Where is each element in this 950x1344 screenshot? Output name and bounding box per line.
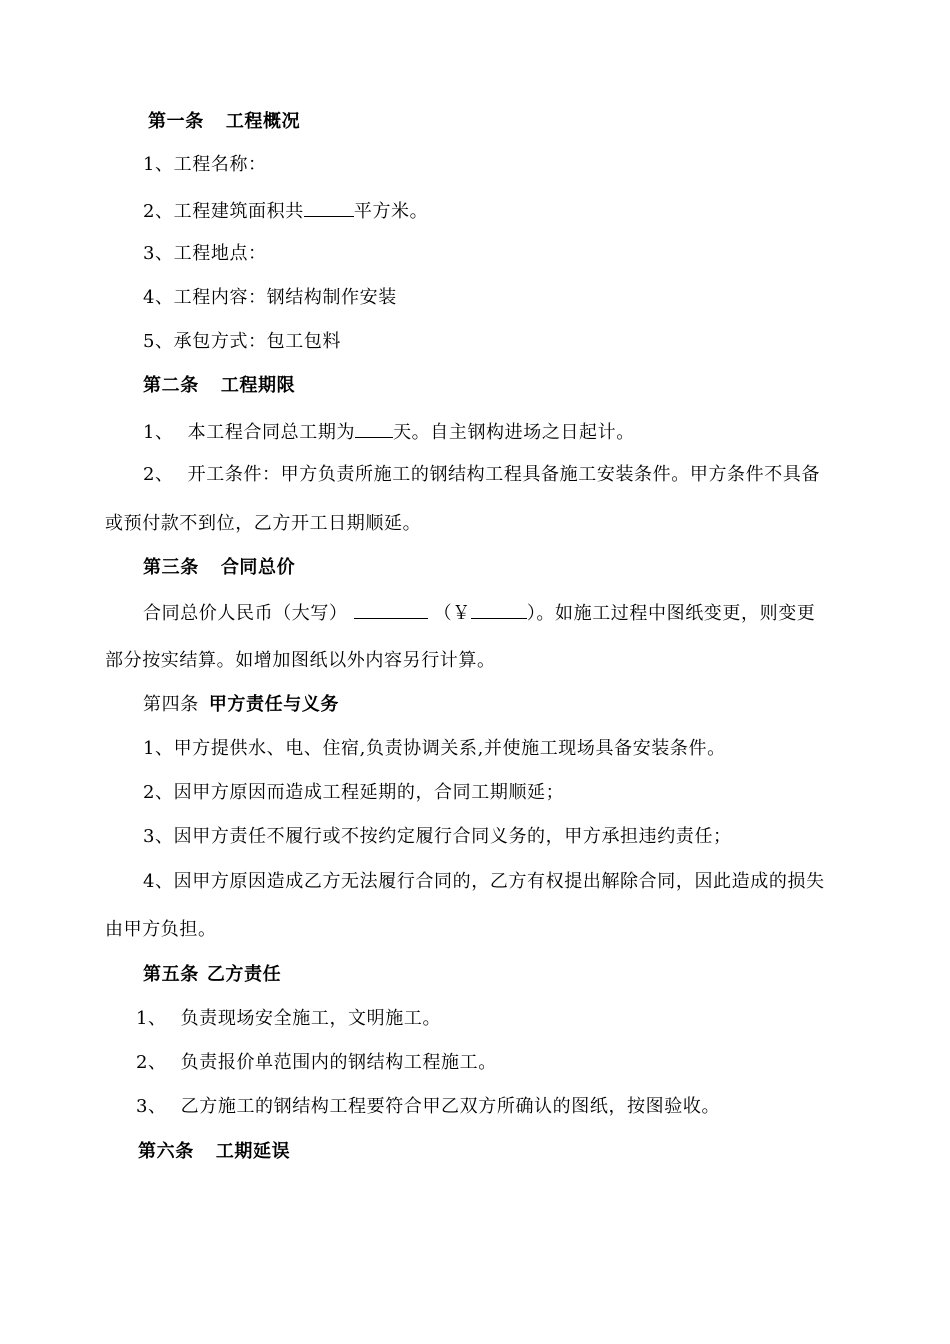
article-6-heading	[138, 1140, 290, 1164]
article-6-number: 第六条	[138, 1141, 194, 1162]
article-2-item-1-number: 1、	[143, 422, 174, 443]
duration-blank[interactable]	[355, 419, 393, 438]
article-5-item-2	[136, 1051, 497, 1075]
article-2-item-1	[143, 419, 635, 445]
price-figure-blank[interactable]	[471, 600, 527, 619]
article-4-heading	[143, 693, 339, 717]
article-4-item-1: 1、甲方提供水、电、住宿,负责协调关系,并使施工现场具备安装条件。	[143, 738, 726, 759]
article-5-item-1-number: 1、	[136, 1008, 167, 1029]
article-1-item-5: 5、承包方式：包工包料	[143, 331, 342, 352]
article-2-item-2-line-1	[143, 463, 820, 487]
article-1-number: 第一条	[148, 111, 204, 132]
article-6-title: 工期延误	[215, 1141, 291, 1162]
article-5-item-2-number: 2、	[136, 1052, 167, 1073]
article-5-number: 第五条	[143, 964, 199, 985]
article-1-item-2-unit: 平方米。	[353, 201, 429, 222]
article-5-heading	[143, 963, 281, 987]
article-3-text: 合同总价人民币（大写）	[143, 603, 348, 624]
article-5-title: 乙方责任	[206, 964, 282, 985]
article-3-currency: （￥	[433, 603, 471, 624]
article-1-item-3: 3、工程地点：	[143, 243, 267, 264]
article-2-number: 第二条	[143, 375, 199, 396]
article-4-item-3: 3、因甲方责任不履行或不按约定履行合同义务的，甲方承担违约责任；	[143, 826, 732, 847]
article-2-item-1-text: 本工程合同总工期为	[187, 422, 356, 443]
article-1-heading	[148, 110, 300, 134]
article-3-para-line-2: 部分按实结算。如增加图纸以外内容另行计算。	[105, 650, 496, 671]
article-1-item-1: 1、工程名称：	[143, 154, 267, 175]
article-4-title: 甲方责任与义务	[208, 694, 340, 715]
article-5-item-3-number: 3、	[136, 1096, 167, 1117]
article-3-number: 第三条	[143, 557, 199, 578]
article-5-item-1-text: 负责现场安全施工，文明施工。	[180, 1008, 442, 1029]
article-3-heading	[143, 556, 295, 580]
article-2-item-2-text: 开工条件：甲方负责所施工的钢结构工程具备施工安装条件。甲方条件不具备	[187, 464, 821, 485]
article-5-item-3-text: 乙方施工的钢结构工程要符合甲乙双方所确认的图纸，按图验收。	[180, 1096, 721, 1117]
article-3-para-line-1	[143, 600, 815, 626]
article-4-number: 第四条	[143, 694, 199, 715]
article-2-item-1-text-end: 天。自主钢构进场之日起计。	[393, 422, 635, 443]
article-2-item-2-line-2: 或预付款不到位，乙方开工日期顺延。	[105, 513, 422, 534]
article-3-title: 合同总价	[220, 557, 296, 578]
article-2-heading	[143, 374, 295, 398]
article-5-item-3	[136, 1095, 720, 1119]
article-5-item-2-text: 负责报价单范围内的钢结构工程施工。	[180, 1052, 497, 1073]
article-5-item-1	[136, 1007, 441, 1031]
article-1-item-4: 4、工程内容：钢结构制作安装	[143, 287, 397, 308]
article-2-item-2-number: 2、	[143, 464, 174, 485]
article-4-item-2: 2、因甲方原因而造成工程延期的，合同工期顺延；	[143, 782, 565, 803]
article-1-title: 工程概况	[225, 111, 301, 132]
article-3-text-end: ）。如施工过程中图纸变更，则变更	[526, 603, 816, 624]
article-2-title: 工程期限	[220, 375, 296, 396]
article-4-item-4-line-1: 4、因甲方原因造成乙方无法履行合同的，乙方有权提出解除合同，因此造成的损失	[143, 871, 825, 892]
area-blank[interactable]	[304, 198, 354, 217]
price-words-blank[interactable]	[354, 600, 428, 619]
article-1-item-2	[143, 198, 428, 224]
article-1-item-2-text: 2、工程建筑面积共	[143, 201, 304, 222]
article-4-item-4-line-2: 由甲方负担。	[105, 919, 217, 940]
